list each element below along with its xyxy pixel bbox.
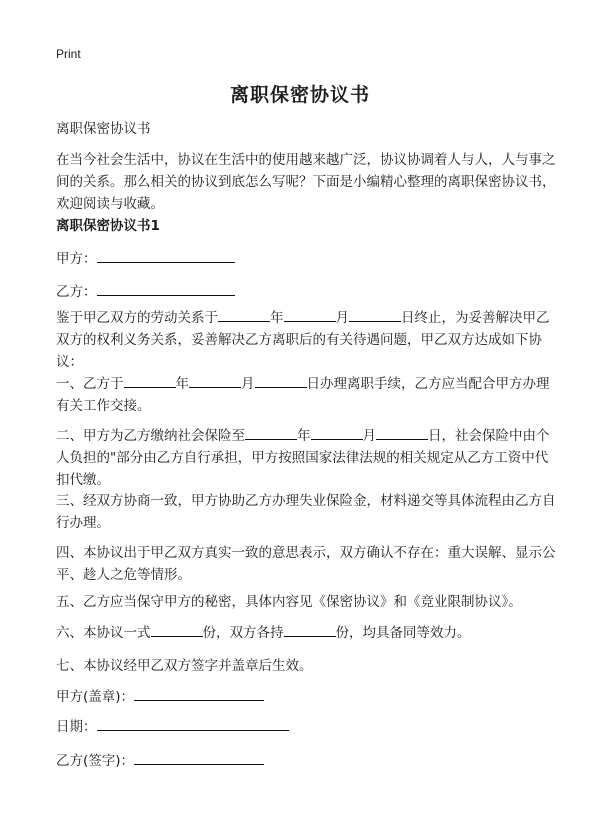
clause-4: 四、本协议出于甲乙双方真实一致的意思表示，双方确认不存在：重大误解、显示公平、趁人之危等情形。 xyxy=(56,545,556,583)
clause-6 xyxy=(56,622,556,644)
party-a-blank xyxy=(97,248,235,263)
date-label: 日期： xyxy=(56,719,97,735)
clause-1-month-label: 月 xyxy=(241,376,255,392)
print-link[interactable]: Print xyxy=(56,47,81,61)
preamble-day-blank xyxy=(349,307,401,322)
date-line xyxy=(56,716,556,738)
clause-2-day-blank xyxy=(376,425,428,440)
clause-6-copies-blank xyxy=(151,622,203,637)
clause-1 xyxy=(56,373,556,417)
clause-6-text-c: 份，均具备同等效力。 xyxy=(335,625,471,641)
preamble-paragraph xyxy=(56,307,556,373)
party-b-blank xyxy=(97,281,235,296)
party-a-label: 甲方： xyxy=(56,251,97,267)
party-b-sign-line xyxy=(56,750,556,772)
section-heading: 离职保密协议书1 xyxy=(56,218,160,234)
clause-7: 七、本协议经甲乙双方签字并盖章后生效。 xyxy=(56,658,313,674)
clause-1-year-blank xyxy=(124,373,176,388)
document-title: 离职保密协议书 xyxy=(229,84,370,106)
preamble-month-blank xyxy=(284,307,336,322)
clause-2-year-label: 年 xyxy=(297,428,311,444)
date-blank xyxy=(97,716,289,731)
clause-5: 五、乙方应当保守甲方的秘密，具体内容见《保密协议》和《竞业限制协议》。 xyxy=(56,594,522,610)
clause-2-text-a: 二、甲方为乙方缴纳社会保险至 xyxy=(56,428,245,444)
preamble-month-label: 月 xyxy=(335,310,349,326)
clause-2 xyxy=(56,425,556,491)
clause-6-text-b: 份，双方各持 xyxy=(202,625,284,641)
clause-6-text-a: 六、本协议一式 xyxy=(56,625,151,641)
preamble-text-2: 日终止，为妥善解决甲乙双方的权利义务关系，妥善解决乙方离职后的有关待遇问题，甲乙双方达成如下协议： xyxy=(56,310,550,370)
party-a-seal-blank xyxy=(134,686,264,701)
clause-2-month-blank xyxy=(311,425,363,440)
clause-2-year-blank xyxy=(245,425,297,440)
party-b-line xyxy=(56,281,556,303)
clause-2-text-b: 日，社会保险中由个人负担的"部分由乙方自行承担，甲方按照国家法律法规的相关规定从乙方工资中代扣代缴。 xyxy=(56,428,550,488)
clause-1-year-label: 年 xyxy=(175,376,189,392)
party-b-sign-blank xyxy=(134,750,264,765)
preamble-text-1: 鉴于甲乙双方的劳动关系于 xyxy=(56,310,218,326)
clause-2-month-label: 月 xyxy=(362,428,376,444)
party-b-sign-label: 乙方(签字)： xyxy=(56,753,135,769)
intro-paragraph: 在当今社会生活中，协议在生活中的使用越来越广泛，协议协调着人与人，人与事之间的关系。那么相关的协议到底怎么写呢？下面是小编精心整理的离职保密协议书，欢迎阅读与收藏。 xyxy=(56,152,556,212)
clause-1-text-a: 一、乙方于 xyxy=(56,376,124,392)
clause-1-month-blank xyxy=(189,373,241,388)
party-a-seal-line xyxy=(56,686,556,708)
preamble-year-blank xyxy=(218,307,270,322)
party-b-label: 乙方： xyxy=(56,284,97,300)
clause-3: 三、经双方协商一致，甲方协助乙方办理失业保险金，材料递交等具体流程由乙方自行办理。 xyxy=(56,493,556,531)
clause-1-day-blank xyxy=(255,373,307,388)
clause-1-text-b: 日办理离职手续，乙方应当配合甲方办理有关工作交接。 xyxy=(56,376,550,414)
party-a-line xyxy=(56,248,556,270)
document-subtitle: 离职保密协议书 xyxy=(56,121,151,137)
party-a-seal-label: 甲方(盖章)： xyxy=(56,689,135,705)
preamble-year-label: 年 xyxy=(270,310,284,326)
clause-6-each-blank xyxy=(284,622,336,637)
